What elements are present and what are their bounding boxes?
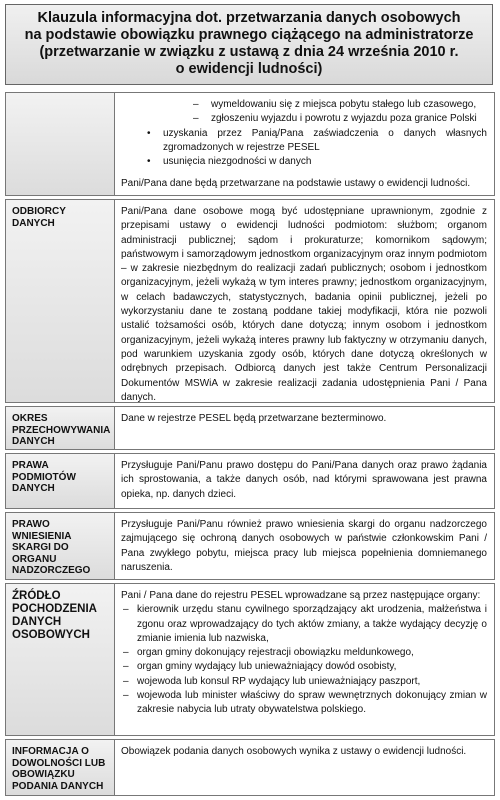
section-okres-przechowywania <box>5 406 495 450</box>
section-odbiorcy-danych <box>5 199 495 403</box>
section-zrodlo-pochodzenia <box>5 583 495 736</box>
list-item: – organ gminy wydający lub unieważniający dowód osobisty, <box>121 660 487 674</box>
section-label <box>6 93 115 195</box>
section-text: Pani/Pana dane osobowe mogą być udostępniane uprawnionym, zgodnie z przepisami ustawy o ewidencji ludności podmiotom: służbom; organom administracji publicznej; sądom i prokuraturze; komornikom sądowym; państwowym i samorządowym jednostkom organizacyjnym oraz innym podmiotom – w zakresie niezbędnym do realizacji zadań publicznych; osobom i jednostkom organizacyjnym, jeżeli wykażą w tym interes prawny; jednostkom organizacyjnym, w celach badawczych, statystycznych, badania opinii publicznej, jeżeli po wykorzystaniu dane te zostaną poddane takiej modyfikacji, która nie pozwoli ustalić tożsamości osób, których dane dotyczą; innym osobom i jednostkom organizacyjnym, jeżeli wykażą interes prawny lub faktyczny w otrzymaniu danych, pod warunkiem uzyskania zgody osób, których dane dotyczą określonych w odrębnych przepisach. Odbiorcą danych jest także Centrum Personalizacji Dokumentów MSWiA w zakresie realizacji zadania udostępnienia Pani / Pana danych. <box>121 206 487 403</box>
section-content <box>115 200 494 402</box>
section-prawa-podmiotow <box>5 453 495 509</box>
list-item: • usunięcia niezgodności w danych <box>121 155 487 169</box>
section-prawo-skargi <box>5 512 495 580</box>
section-content <box>115 93 494 195</box>
list-item: – kierownik urzędu stanu cywilnego sporządzający akt urodzenia, małżeństwa i zgonu oraz wprowadzający do tych aktów zmiany, a także wydający decyzję o zmianie imienia lub nazwiska, <box>121 603 487 646</box>
section-continuation <box>5 92 495 196</box>
section-text: Pani/Pana dane będą przetwarzane na podstawie ustawy o ewidencji ludności. <box>121 178 471 190</box>
dash-list <box>121 603 487 717</box>
section-text: Dane w rejestrze PESEL będą przetwarzane bezterminowo. <box>121 413 387 424</box>
section-text: Obowiązek podania danych osobowych wynika z ustawy o ewidencji ludności. <box>121 746 467 757</box>
list-item: – organ gminy dokonujący rejestracji obowiązku meldunkowego, <box>121 646 487 660</box>
section-informacja-dowolnosci <box>5 739 495 796</box>
section-label: ODBIORCY DANYCH <box>6 200 115 402</box>
section-content <box>115 740 494 795</box>
document <box>5 4 495 796</box>
section-label: INFORMACJA O DOWOLNOŚCI LUB OBOWIĄZKU PODANIA DANYCH <box>6 740 115 795</box>
bullet-list <box>121 127 487 170</box>
document-title <box>5 4 493 85</box>
list-item: • uzyskania przez Panią/Pana zaświadczenia o danych własnych zgromadzonych w rejestrze PESEL <box>121 127 487 156</box>
section-text: Przysługuje Pani/Panu prawo dostępu do Pani/Pana danych oraz prawo żądania ich sprostowania, a także danych osób, nad którymi sprawowana jest prawna opieka, np. danych dzieci. <box>121 460 487 500</box>
list-item: – wymeldowaniu się z miejsca pobytu stałego lub czasowego, <box>121 98 487 112</box>
title-line: na podstawie obowiązku prawnego ciążącego na administratorze <box>24 27 474 43</box>
dash-list <box>121 98 487 127</box>
list-item: – wojewoda lub konsul RP wydający lub unieważniający paszport, <box>121 675 487 689</box>
section-text: Przysługuje Pani/Panu również prawo wniesienia skargi do organu nadzorczego zajmującego się ochroną danych osobowych w państwie członkowskim Pani / Pana zwykłego pobytu, miejsca pracy lub miejsca popełnienia domniemanego naruszenia. <box>121 519 487 573</box>
title-line: (przetwarzanie w związku z ustawą z dnia 24 września 2010 r. <box>39 44 459 60</box>
section-content <box>115 513 494 579</box>
section-label: OKRES PRZECHOWYWANIA DANYCH <box>6 407 115 449</box>
section-content <box>115 584 494 735</box>
section-content <box>115 454 494 508</box>
section-text: Pani / Pana dane do rejestru PESEL wprowadzane są przez następujące organy: <box>121 590 481 601</box>
list-item: – zgłoszeniu wyjazdu i powrotu z wyjazdu poza granice Polski <box>121 112 487 126</box>
title-line: Klauzula informacyjna dot. przetwarzania danych osobowych <box>37 10 461 26</box>
section-label: PRAWO WNIESIENIA SKARGI DO ORGANU NADZORCZEGO <box>6 513 115 579</box>
section-label: PRAWA PODMIOTÓW DANYCH <box>6 454 115 508</box>
title-line: o ewidencji ludności) <box>175 61 323 77</box>
section-content <box>115 407 494 449</box>
list-item: – wojewoda lub minister właściwy do spraw wewnętrznych dokonujący zmian w zakresie nabycia lub utraty obywatelstwa polskiego. <box>121 689 487 718</box>
section-label: ŹRÓDŁO POCHODZENIA DANYCH OSOBOWYCH <box>6 584 115 735</box>
